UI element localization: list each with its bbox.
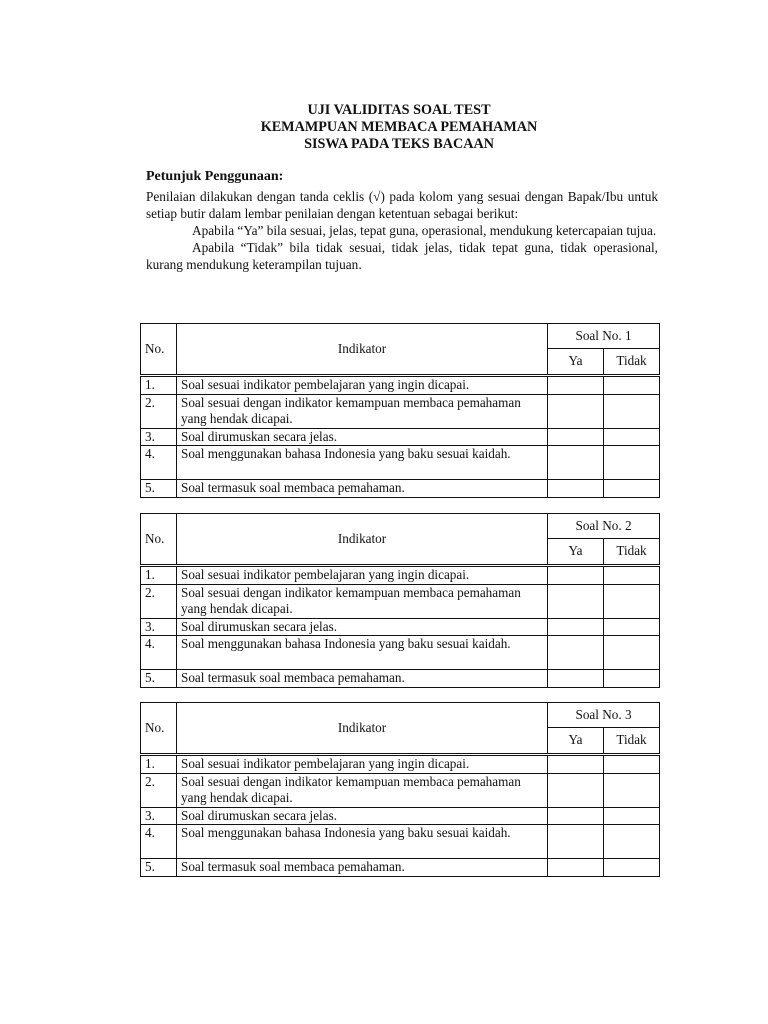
row-indicator: Soal sesuai indikator pembelajaran yang ingin dicapai. — [177, 376, 548, 395]
table-row — [141, 446, 660, 480]
ya-checkbox-cell[interactable] — [548, 773, 604, 807]
tidak-checkbox-cell[interactable] — [604, 566, 660, 585]
row-indicator: Soal termasuk soal membaca pemahaman. — [177, 480, 548, 498]
tidak-checkbox-cell[interactable] — [604, 428, 660, 446]
ya-checkbox-cell[interactable] — [548, 376, 604, 395]
header-ya: Ya — [548, 539, 604, 566]
row-number: 2. — [141, 584, 177, 618]
ya-checkbox-cell[interactable] — [548, 670, 604, 688]
table-row — [141, 755, 660, 774]
tidak-checkbox-cell[interactable] — [604, 584, 660, 618]
header-no: No. — [141, 324, 177, 376]
tidak-checkbox-cell[interactable] — [604, 773, 660, 807]
table-row — [141, 636, 660, 670]
ya-checkbox-cell[interactable] — [548, 755, 604, 774]
row-indicator: Soal sesuai dengan indikator kemampuan membaca pemahaman yang hendak dicapai. — [177, 773, 548, 807]
tidak-checkbox-cell[interactable] — [604, 636, 660, 670]
row-indicator: Soal dirumuskan secara jelas. — [177, 807, 548, 825]
row-number: 4. — [141, 825, 177, 859]
row-number: 5. — [141, 480, 177, 498]
tidak-checkbox-cell[interactable] — [604, 670, 660, 688]
row-number: 4. — [141, 446, 177, 480]
row-indicator: Soal sesuai indikator pembelajaran yang ingin dicapai. — [177, 755, 548, 774]
header-indikator: Indikator — [177, 514, 548, 566]
table-row — [141, 480, 660, 498]
instructions-section — [146, 168, 658, 273]
tidak-checkbox-cell[interactable] — [604, 480, 660, 498]
ya-checkbox-cell[interactable] — [548, 807, 604, 825]
header-indikator: Indikator — [177, 324, 548, 376]
row-number: 1. — [141, 376, 177, 395]
row-indicator: Soal dirumuskan secara jelas. — [177, 618, 548, 636]
table-row — [141, 807, 660, 825]
ya-checkbox-cell[interactable] — [548, 825, 604, 859]
title-line-3: SISWA PADA TEKS BACAAN — [304, 136, 494, 152]
row-indicator: Soal dirumuskan secara jelas. — [177, 428, 548, 446]
row-indicator: Soal sesuai dengan indikator kemampuan membaca pemahaman yang hendak dicapai. — [177, 584, 548, 618]
row-number: 3. — [141, 618, 177, 636]
tidak-checkbox-cell[interactable] — [604, 755, 660, 774]
row-indicator: Soal menggunakan bahasa Indonesia yang baku sesuai kaidah. — [177, 446, 548, 480]
row-number: 3. — [141, 428, 177, 446]
tidak-checkbox-cell[interactable] — [604, 618, 660, 636]
title-line-1: UJI VALIDITAS SOAL TEST — [307, 102, 491, 118]
row-indicator: Soal menggunakan bahasa Indonesia yang baku sesuai kaidah. — [177, 636, 548, 670]
header-tidak: Tidak — [604, 349, 660, 376]
row-number: 4. — [141, 636, 177, 670]
ya-checkbox-cell[interactable] — [548, 428, 604, 446]
table-row — [141, 859, 660, 877]
instructions-paragraph-tidak: Apabila “Tidak” bila tidak sesuai, tidak jelas, tidak tepat guna, tidak operasional, kurang mendukung keterampilan tujuan. — [146, 240, 658, 272]
ya-checkbox-cell[interactable] — [548, 446, 604, 480]
header-tidak: Tidak — [604, 728, 660, 755]
table-row — [141, 566, 660, 585]
table-row — [141, 825, 660, 859]
header-ya: Ya — [548, 728, 604, 755]
row-number: 1. — [141, 755, 177, 774]
rubric-table-3 — [140, 702, 660, 877]
table-row — [141, 376, 660, 395]
header-soal-number: Soal No. 2 — [548, 514, 660, 539]
header-no: No. — [141, 514, 177, 566]
row-indicator: Soal termasuk soal membaca pemahaman. — [177, 670, 548, 688]
tidak-checkbox-cell[interactable] — [604, 825, 660, 859]
title-line-2: KEMAMPUAN MEMBACA PEMAHAMAN — [260, 119, 538, 135]
row-number: 1. — [141, 566, 177, 585]
instructions-paragraph-1: Penilaian dilakukan dengan tanda ceklis (√) pada kolom yang sesuai dengan Bapak/Ibu untuk setiap butir dalam lembar penilaian dengan ketentuan sebagai berikut: — [146, 189, 658, 221]
table-row — [141, 584, 660, 618]
tidak-checkbox-cell[interactable] — [604, 859, 660, 877]
row-indicator: Soal sesuai dengan indikator kemampuan membaca pemahaman yang hendak dicapai. — [177, 394, 548, 428]
ya-checkbox-cell[interactable] — [548, 566, 604, 585]
header-soal-number: Soal No. 1 — [548, 324, 660, 349]
rubric-table-1 — [140, 323, 660, 498]
ya-checkbox-cell[interactable] — [548, 618, 604, 636]
header-tidak: Tidak — [604, 539, 660, 566]
ya-checkbox-cell[interactable] — [548, 480, 604, 498]
row-number: 5. — [141, 859, 177, 877]
tidak-checkbox-cell[interactable] — [604, 807, 660, 825]
header-soal-number: Soal No. 3 — [548, 703, 660, 728]
row-indicator: Soal menggunakan bahasa Indonesia yang baku sesuai kaidah. — [177, 825, 548, 859]
row-indicator: Soal sesuai indikator pembelajaran yang ingin dicapai. — [177, 566, 548, 585]
row-indicator: Soal termasuk soal membaca pemahaman. — [177, 859, 548, 877]
table-row — [141, 394, 660, 428]
document-title — [140, 102, 658, 153]
header-indikator: Indikator — [177, 703, 548, 755]
tidak-checkbox-cell[interactable] — [604, 376, 660, 395]
row-number: 5. — [141, 670, 177, 688]
tidak-checkbox-cell[interactable] — [604, 446, 660, 480]
row-number: 2. — [141, 773, 177, 807]
tidak-checkbox-cell[interactable] — [604, 394, 660, 428]
ya-checkbox-cell[interactable] — [548, 636, 604, 670]
ya-checkbox-cell[interactable] — [548, 394, 604, 428]
table-row — [141, 773, 660, 807]
instructions-paragraph-ya: Apabila “Ya” bila sesuai, jelas, tepat guna, operasional, mendukung ketercapaian tujua. — [192, 223, 657, 238]
table-row — [141, 428, 660, 446]
rubric-table-2 — [140, 513, 660, 688]
header-no: No. — [141, 703, 177, 755]
table-row — [141, 618, 660, 636]
header-ya: Ya — [548, 349, 604, 376]
ya-checkbox-cell[interactable] — [548, 859, 604, 877]
instructions-heading: Petunjuk Penggunaan: — [146, 169, 284, 184]
ya-checkbox-cell[interactable] — [548, 584, 604, 618]
row-number: 2. — [141, 394, 177, 428]
table-row — [141, 670, 660, 688]
row-number: 3. — [141, 807, 177, 825]
